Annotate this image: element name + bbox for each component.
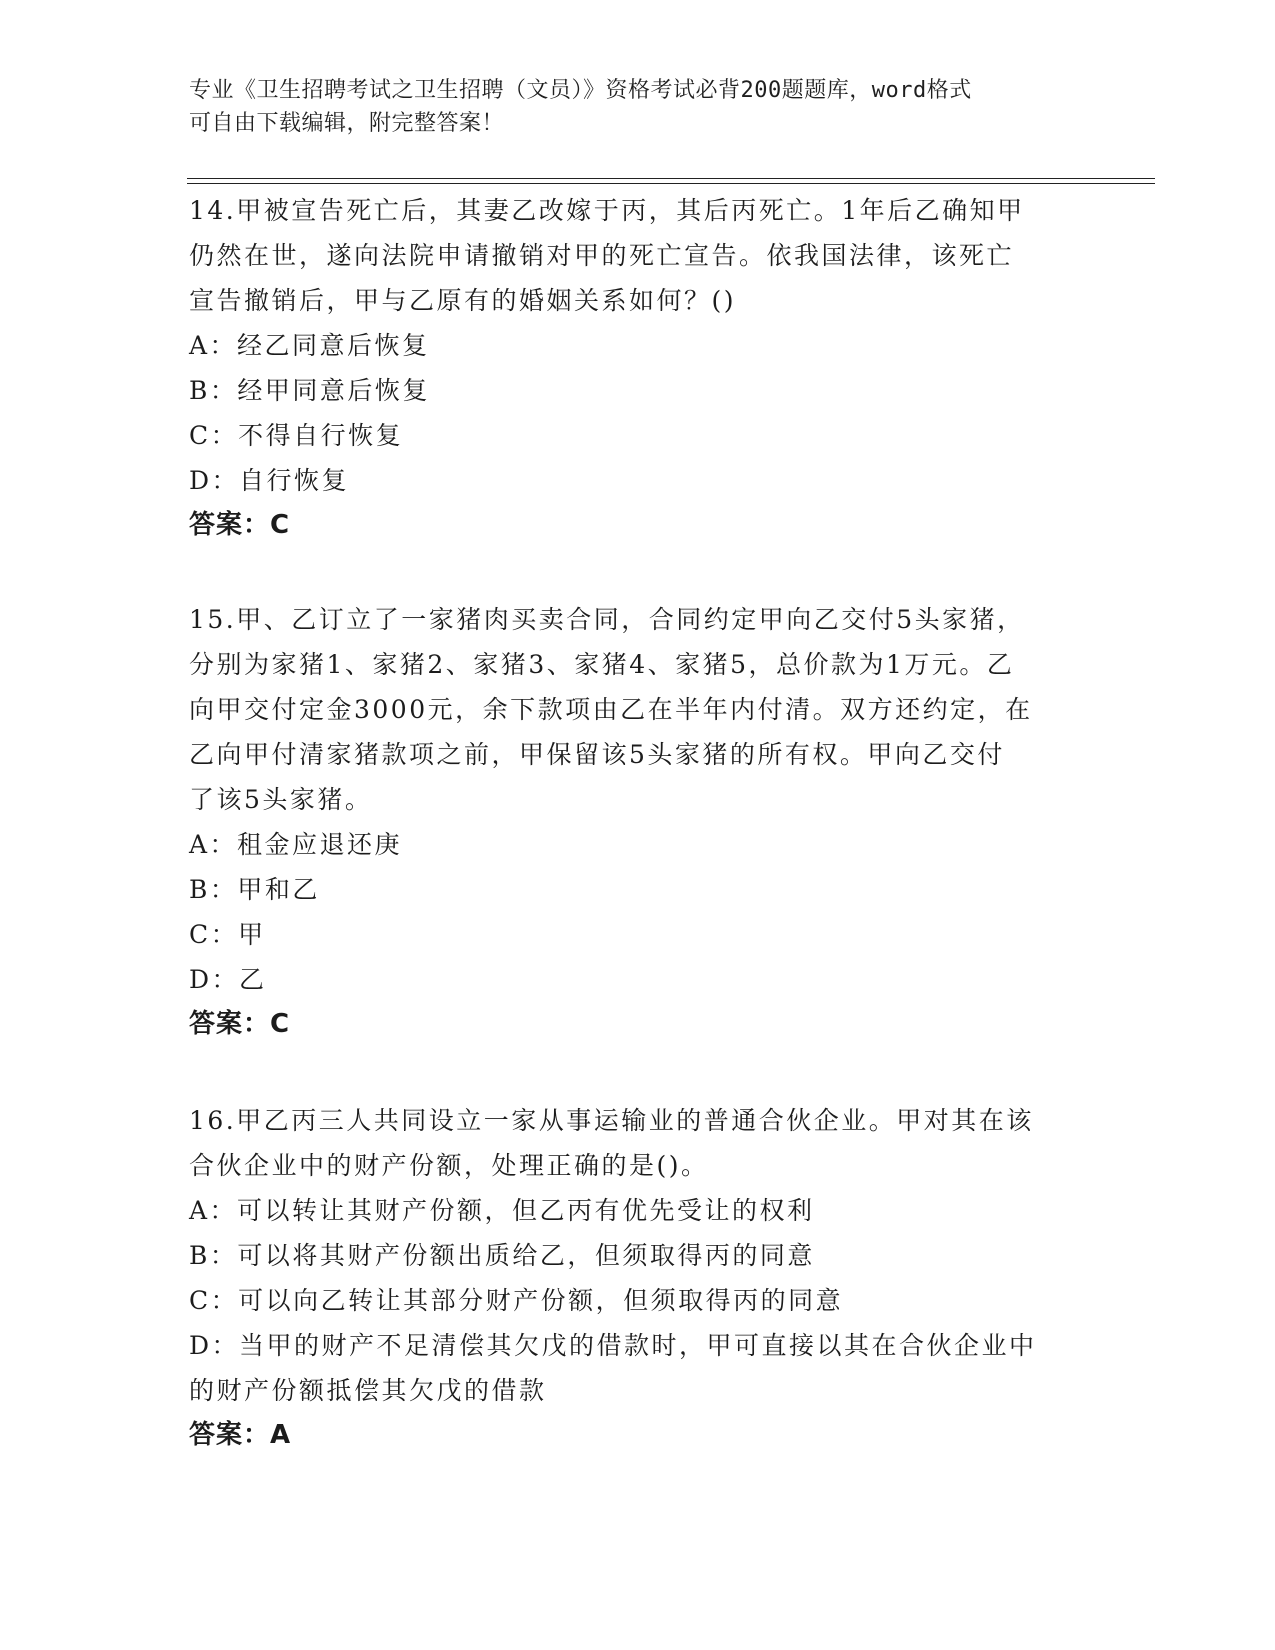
question-stem-line: 分别为家猪1、家猪2、家猪3、家猪4、家猪5，总价款为1万元。乙 bbox=[189, 650, 1015, 679]
question-stem-line: 15.甲、乙订立了一家猪肉买卖合同，合同约定甲向乙交付5头家猪， bbox=[189, 605, 1025, 634]
header-title-line-2: 可自由下载编辑，附完整答案！ bbox=[189, 111, 505, 136]
question-stem-line: 向甲交付定金3000元，余下款项由乙在半年内付清。双方还约定，在 bbox=[189, 695, 1033, 724]
option-a: A：可以转让其财产份额，但乙丙有优先受让的权利 bbox=[189, 1196, 815, 1225]
option-d-continuation: 的财产份额抵偿其欠戊的借款 bbox=[189, 1376, 547, 1405]
question-stem-line: 16.甲乙丙三人共同设立一家从事运输业的普通合伙企业。甲对其在该 bbox=[189, 1106, 1034, 1135]
option-c: C：可以向乙转让其部分财产份额，但须取得丙的同意 bbox=[189, 1286, 844, 1315]
option-b: B：经甲同意后恢复 bbox=[189, 376, 430, 405]
option-b: B：可以将其财产份额出质给乙，但须取得丙的同意 bbox=[189, 1241, 815, 1270]
option-d: D：当甲的财产不足清偿其欠戊的借款时，甲可直接以其在合伙企业中 bbox=[189, 1331, 1037, 1360]
option-d: D：自行恢复 bbox=[189, 466, 350, 495]
question-stem-line: 仍然在世，遂向法院申请撤销对甲的死亡宣告。依我国法律，该死亡 bbox=[189, 241, 1015, 270]
header-divider-top bbox=[187, 178, 1155, 179]
option-a: A：租金应退还庚 bbox=[189, 830, 403, 859]
question-stem-line: 乙向甲付清家猪款项之前，甲保留该5头家猪的所有权。甲向乙交付 bbox=[189, 740, 1005, 769]
question-stem bbox=[189, 1098, 1089, 1188]
question-stem bbox=[189, 597, 1089, 822]
option-a: A：经乙同意后恢复 bbox=[189, 331, 430, 360]
question-15 bbox=[189, 597, 1089, 1047]
document-header bbox=[189, 74, 1089, 140]
answer-label: 答案：C bbox=[189, 1009, 291, 1039]
question-stem-line: 了该5头家猪。 bbox=[189, 785, 373, 814]
question-stem-line: 合伙企业中的财产份额，处理正确的是()。 bbox=[189, 1151, 709, 1180]
question-16 bbox=[189, 1098, 1089, 1458]
question-stem-line: 宣告撤销后，甲与乙原有的婚姻关系如何？() bbox=[189, 286, 737, 315]
question-stem bbox=[189, 188, 1089, 323]
answer-label: 答案：A bbox=[189, 1420, 292, 1450]
option-d: D：乙 bbox=[189, 965, 267, 994]
header-divider-bottom bbox=[187, 183, 1155, 184]
header-title-line-1: 专业《卫生招聘考试之卫生招聘（文员）》资格考试必背200题题库，word格式 bbox=[189, 78, 972, 103]
question-14 bbox=[189, 188, 1089, 548]
option-b: B：甲和乙 bbox=[189, 875, 320, 904]
answer-label: 答案：C bbox=[189, 510, 291, 540]
option-c: C：不得自行恢复 bbox=[189, 421, 404, 450]
question-stem-line: 14.甲被宣告死亡后，其妻乙改嫁于丙，其后丙死亡。1年后乙确知甲 bbox=[189, 196, 1025, 225]
option-c: C：甲 bbox=[189, 920, 266, 949]
